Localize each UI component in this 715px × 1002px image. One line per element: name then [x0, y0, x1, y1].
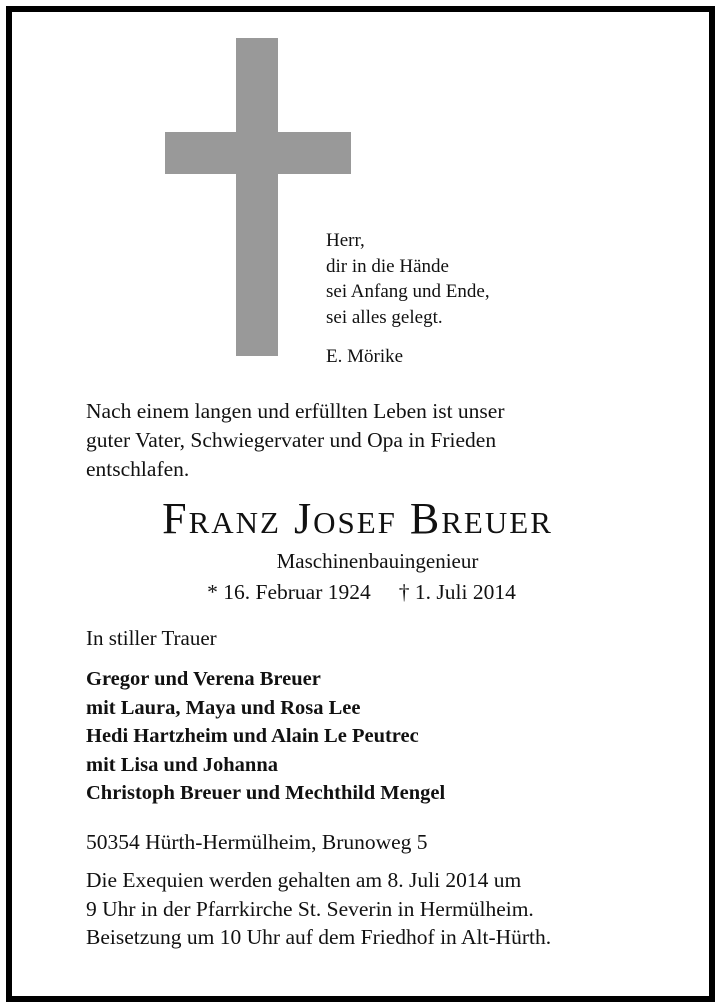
service-line: Beisetzung um 10 Uhr auf dem Friedhof in Alt-Hürth. — [86, 925, 552, 949]
mourner-line: Hedi Hartzheim und Alain Le Peutrec — [86, 725, 419, 747]
deceased-profession: Maschinenbauingenieur — [276, 549, 479, 573]
service-line: 9 Uhr in der Pfarrkirche St. Severin in Hermülheim. — [86, 896, 534, 921]
intro-line: guter Vater, Schwiegervater und Opa in Frieden — [86, 428, 497, 452]
service-info — [86, 866, 551, 952]
deceased-name: Franz Josef Breuer — [162, 494, 553, 543]
poem-line: Herr, — [326, 230, 365, 251]
mourner-line: Gregor und Verena Breuer — [86, 668, 321, 690]
death-date: † 1. Juli 2014 — [398, 580, 516, 604]
poem-line: dir in die Hände — [326, 255, 449, 277]
service-line: Die Exequien werden gehalten am 8. Juli 2014 um — [86, 868, 522, 892]
poem-line: sei alles gelegt. — [326, 306, 443, 328]
mourning-heading: In stiller Trauer — [86, 626, 217, 650]
intro-line: Nach einem langen und erfüllten Leben ist unser — [86, 399, 505, 423]
poem — [326, 228, 490, 370]
mourners-list — [86, 665, 445, 808]
poem-author: E. Mörike — [326, 346, 404, 367]
intro-text — [86, 397, 646, 484]
birth-date: * 16. Februar 1924 — [207, 580, 371, 604]
mourner-line: mit Laura, Maya und Rosa Lee — [86, 696, 361, 719]
mourner-line: mit Lisa und Johanna — [86, 753, 278, 776]
life-dates — [0, 578, 715, 606]
poem-line: sei Anfang und Ende, — [326, 281, 490, 302]
intro-line: entschlafen. — [86, 457, 190, 481]
mourner-line: Christoph Breuer und Mechthild Mengel — [86, 782, 446, 804]
address: 50354 Hürth-Hermülheim, Brunoweg 5 — [86, 830, 428, 854]
